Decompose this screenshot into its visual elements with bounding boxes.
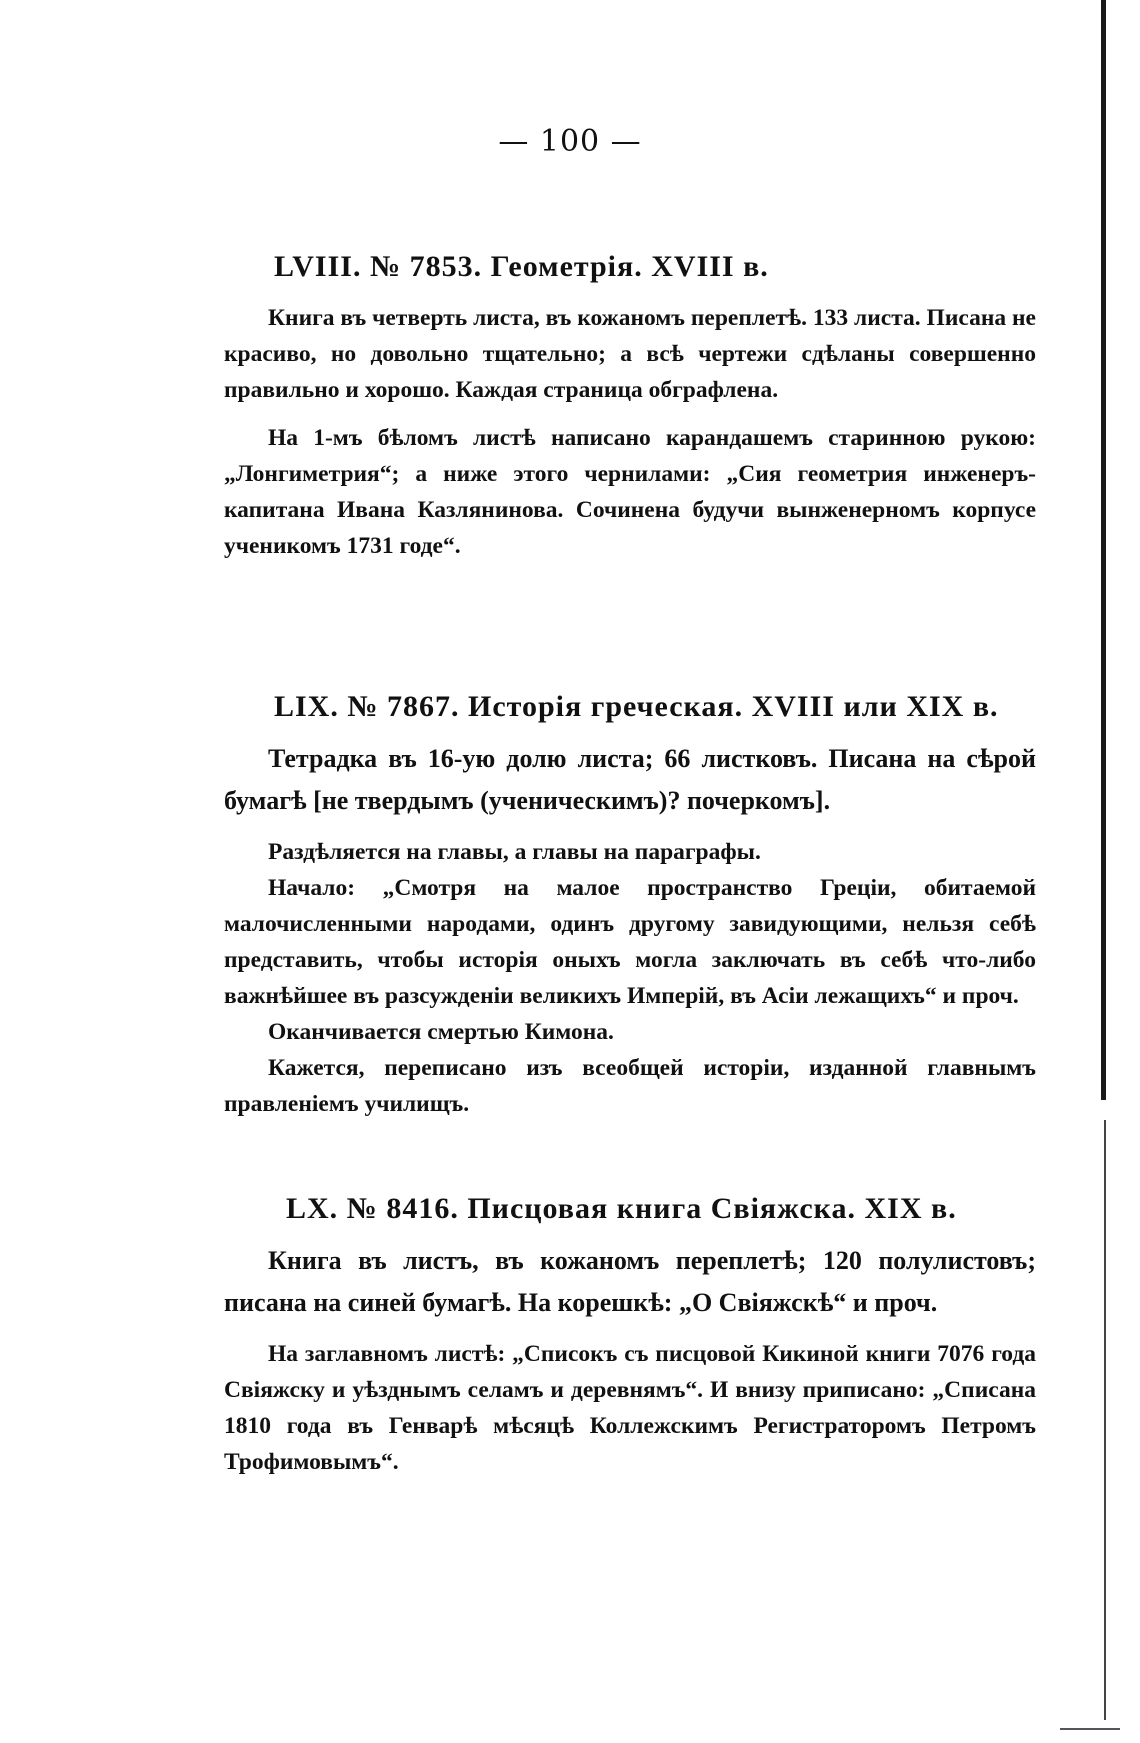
scan-edge-lower [1104, 1120, 1106, 1720]
entry-paragraph: Книга въ четверть листа, въ кожаномъ переплетѣ. 133 листа. Писана не красиво, но довольно тщательно; а всѣ чертежи сдѣланы совершенно правильно и хорошо. Каждая страница обграфлена. [224, 305, 1036, 403]
entry-paragraph: На 1-мъ бѣломъ листѣ написано карандашемъ старинною рукою: „Лонгиметрия“; а ниже этого чернилами: „Сия геометрия инженеръ-капитана Ивана Казлянинова. Сочинена будучи вынженерномъ корпусе ученикомъ 1731 годе“. [224, 425, 1036, 559]
entry-lx [224, 1192, 1036, 1480]
entry-paragraph: Тетрадка въ 16-ую долю листа; 66 листковъ. Писана на сѣрой бумагѣ [не твердымъ (ученическимъ)? почеркомъ]. [224, 744, 1036, 815]
entry-paragraph: Начало: „Смотря на малое пространство Греціи, обитаемой малочисленными народами, одинъ другому завидующими, нельзя себѣ представить, чтобы исторія оныхъ могла заключать въ себѣ что-либо важнѣйшее въ разсужденіи великихъ Имперій, въ Асіи лежащихъ“ и проч. [224, 875, 1036, 1009]
entry-paragraph: Книга въ листъ, въ кожаномъ переплетѣ; 120 полулистовъ; писана на синей бумагѣ. На корешкѣ: „О Свіяжскѣ“ и проч. [224, 1246, 1036, 1317]
scan-edge [1101, 0, 1106, 1100]
entry-heading: LIX. № 7867. Исторія греческая. XVIII или XIX в. [274, 690, 999, 723]
page-number: — 100 — [498, 124, 642, 159]
entry-lviii [224, 250, 1036, 564]
entry-paragraph: На заглавномъ листѣ: „Списокъ съ писцовой Кикиной книги 7076 года Свіяжску и уѣзднымъ селамъ и деревнямъ“. И внизу приписано: „Списана 1810 года въ Генварѣ мѣсяцѣ Коллежскимъ Регистраторомъ Петромъ Трофимовымъ“. [224, 1341, 1036, 1475]
entry-lix [224, 690, 1036, 1122]
entry-heading: LX. № 8416. Писцовая книга Свіяжска. XIX в. [286, 1192, 957, 1225]
entry-heading: LVIII. № 7853. Геометрія. XVIII в. [274, 250, 769, 283]
entry-paragraph: Кажется, переписано изъ всеобщей исторіи, изданной главнымъ правленіемъ училищъ. [224, 1055, 1036, 1117]
entry-paragraph: Раздѣляется на главы, а главы на параграфы. [268, 839, 761, 865]
entry-paragraph: Оканчивается смертью Кимона. [268, 1019, 614, 1045]
scan-mark [1060, 1728, 1120, 1730]
